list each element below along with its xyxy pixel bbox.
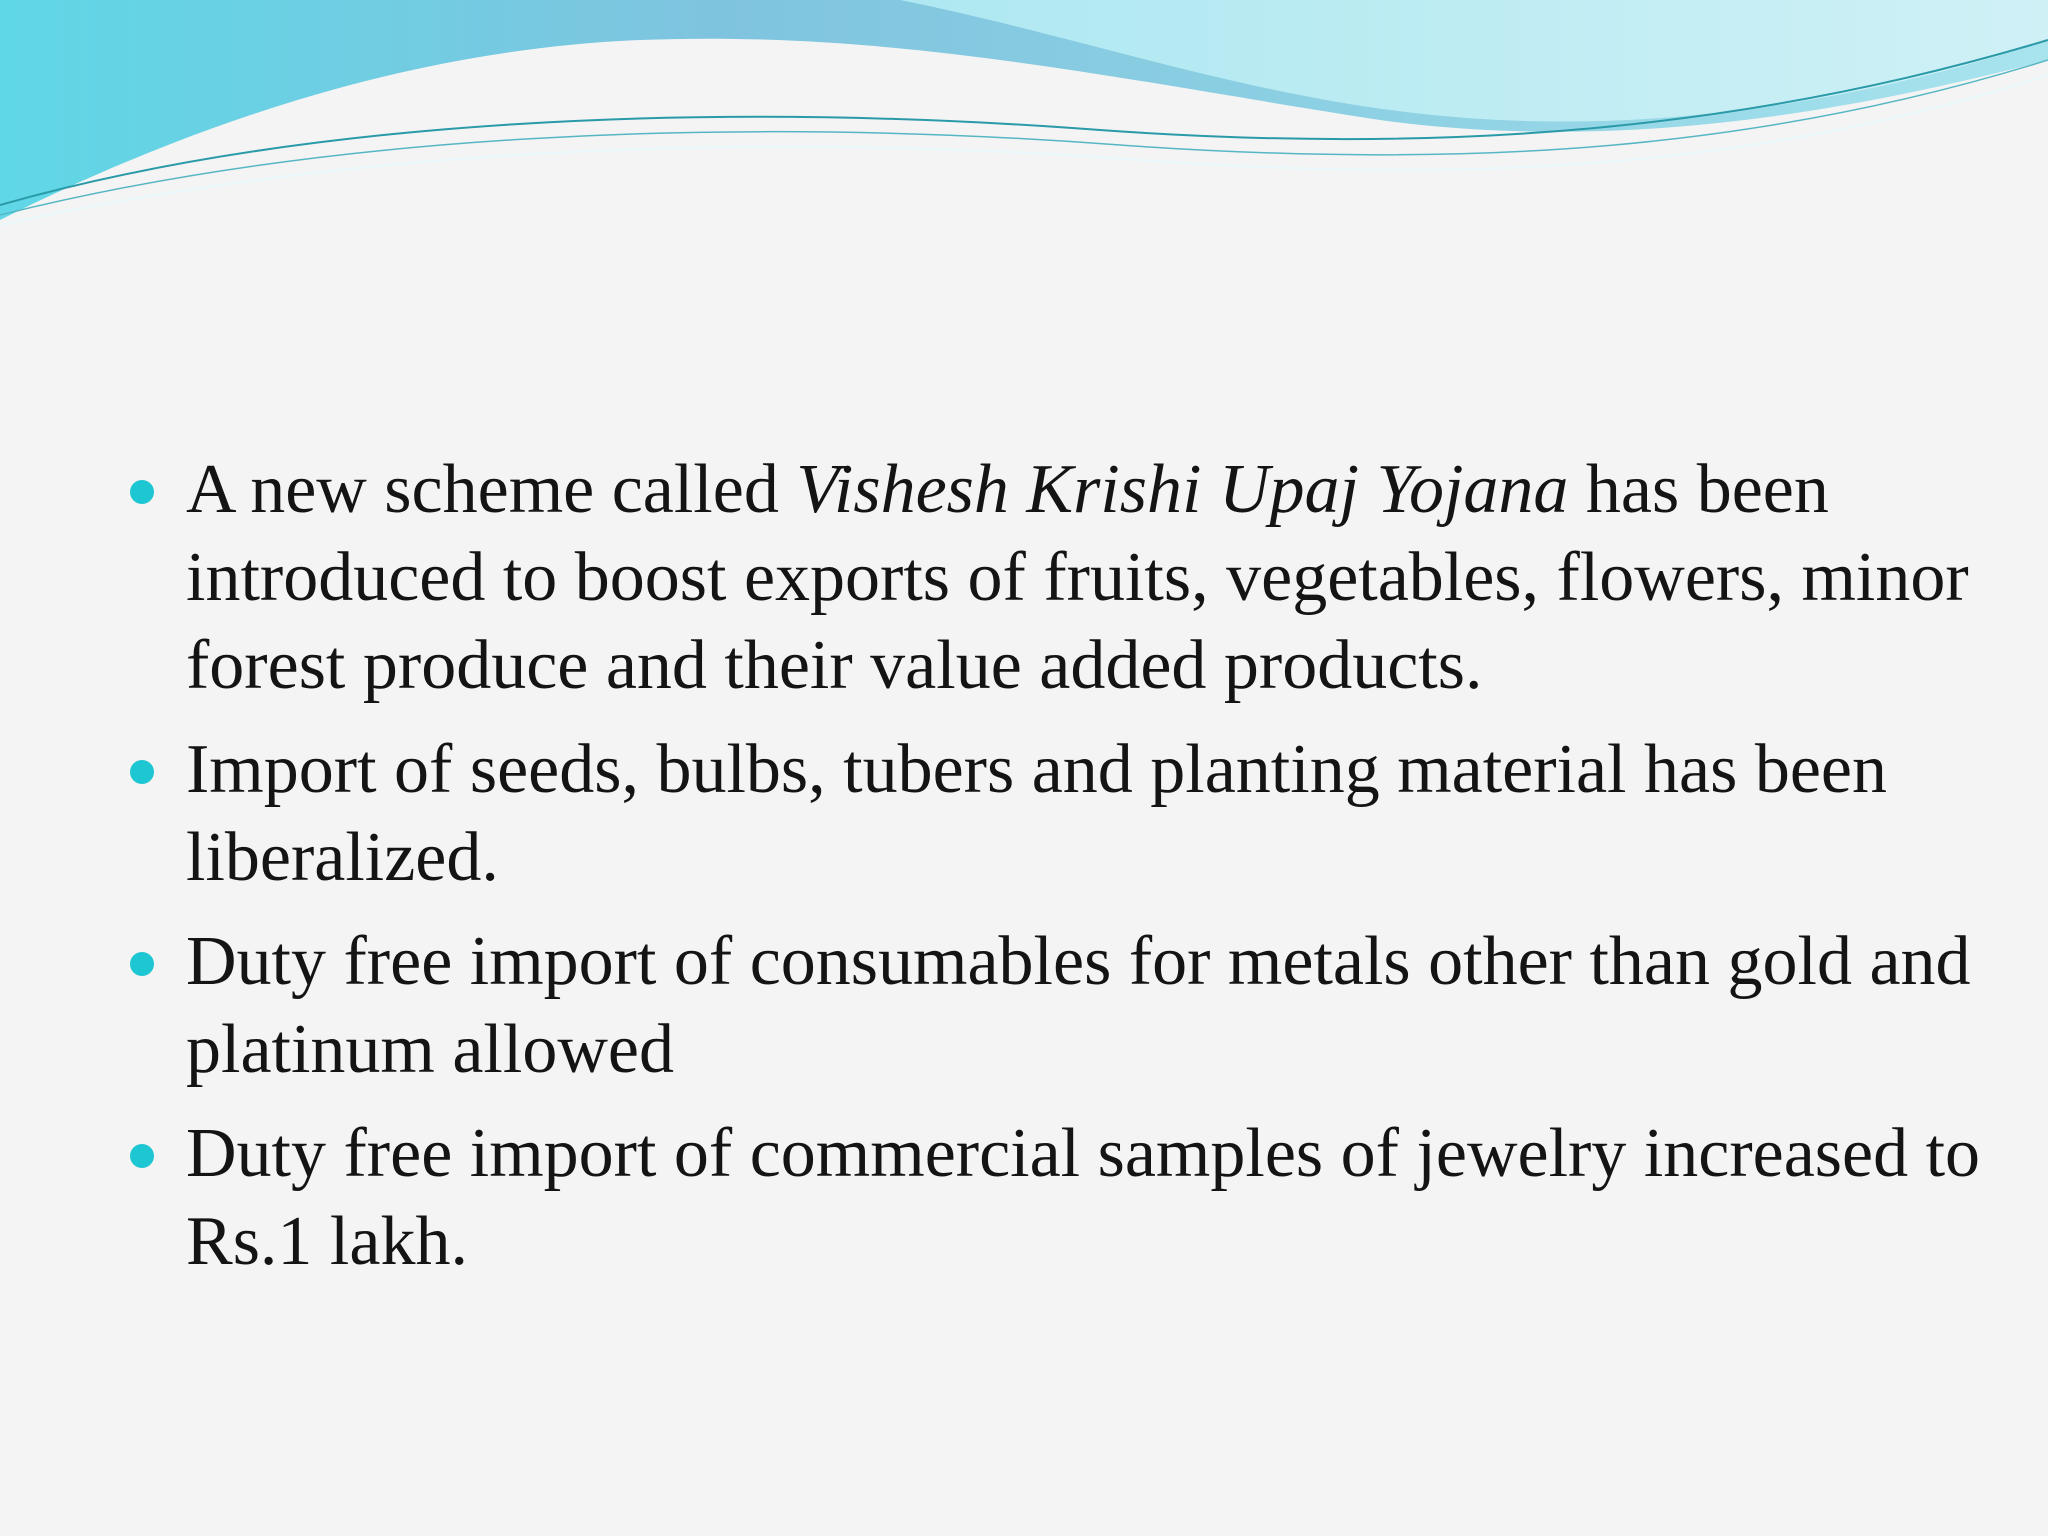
bullet-dot-icon	[130, 952, 154, 976]
bullet-item-import-seeds	[128, 726, 1988, 902]
bullet-text: Import of seeds, bulbs, tubers and planting material has been liberalized.	[186, 731, 1887, 896]
bullet-text-before: A new scheme called	[186, 451, 797, 528]
bullet-item-duty-free-consumables	[128, 918, 1988, 1094]
slide-content	[128, 446, 1988, 1302]
bullet-dot-icon	[130, 480, 154, 504]
scheme-name: Vishesh Krishi Upaj Yojana	[796, 451, 1569, 528]
bullet-text-after: has been introduced to boost exports of fruits, vegetables, flowers, minor forest produce and their value added products.	[186, 451, 1969, 704]
bullet-item-vishesh-krishi	[128, 446, 1988, 710]
bullet-list	[128, 446, 1988, 1286]
bullet-text: Duty free import of commercial samples of jewelry increased to Rs.1 lakh.	[186, 1115, 1981, 1280]
decorative-wave-header	[0, 0, 2048, 240]
bullet-text: Duty free import of consumables for metals other than gold and platinum allowed	[186, 923, 1971, 1088]
bullet-dot-icon	[130, 1144, 154, 1168]
bullet-dot-icon	[130, 760, 154, 784]
bullet-item-duty-free-jewelry	[128, 1110, 1988, 1286]
